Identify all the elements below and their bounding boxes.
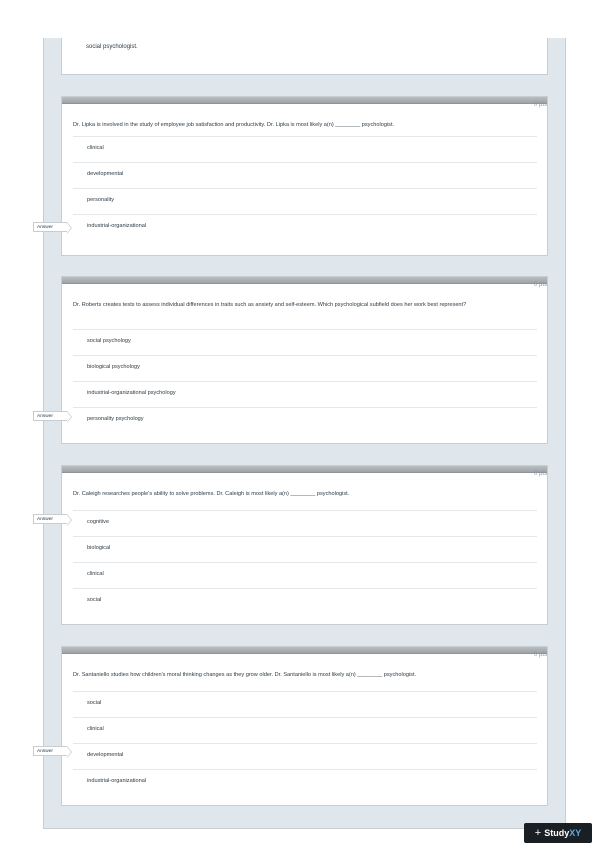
answer-option[interactable]	[73, 510, 537, 537]
answer-option[interactable]	[73, 188, 537, 215]
answer-option-label: personality psychology	[87, 416, 144, 422]
question-points: 0 pts	[533, 102, 547, 108]
answer-option-label: industrial-organizational psychology	[87, 390, 176, 396]
question-header	[62, 466, 547, 473]
answer-option[interactable]	[73, 407, 537, 434]
question-points: 0 pts	[533, 282, 547, 288]
brand-accent: XY	[569, 828, 582, 838]
question-header	[62, 277, 547, 284]
answer-option[interactable]	[73, 329, 537, 356]
answer-option-label: clinical	[87, 571, 104, 577]
correct-answer-marker: Answer	[33, 746, 67, 756]
answer-option[interactable]	[73, 381, 537, 408]
answer-option-label: clinical	[87, 726, 104, 732]
previous-question-card	[61, 38, 548, 75]
question-header	[62, 647, 547, 654]
answer-option-label: developmental	[87, 171, 124, 177]
answer-option-label: biological	[87, 545, 111, 551]
question-card-3	[61, 465, 548, 625]
correct-answer-marker: Answer	[33, 411, 67, 421]
question-text: Dr. Lipka is involved in the study of employee job satisfaction and productivity. Dr. Lipka is most likely a(n) ________ psychologist.	[73, 122, 395, 128]
correct-answer-marker: Answer	[33, 222, 67, 232]
question-card-1	[61, 96, 548, 256]
answer-option[interactable]	[73, 717, 537, 744]
answer-option[interactable]	[73, 562, 537, 589]
plus-icon: +	[534, 827, 542, 839]
answer-option-label: personality	[87, 197, 115, 203]
question-text: Dr. Caleigh researches people's ability to solve problems. Dr. Caleigh is most likely a(n) ________ psychologist.	[73, 491, 350, 497]
question-points: 0 pts	[533, 652, 547, 658]
answer-option[interactable]	[73, 588, 537, 615]
answer-option[interactable]	[73, 769, 537, 796]
answer-option[interactable]	[73, 162, 537, 189]
brand-name: Study	[544, 828, 570, 838]
answer-option[interactable]	[73, 214, 537, 241]
answer-option[interactable]	[73, 136, 537, 163]
answer-option-label: industrial-organizational	[87, 223, 147, 229]
studyxy-logo	[524, 823, 592, 843]
answer-option-label: social psychology	[87, 338, 131, 344]
answer-option-label: clinical	[87, 145, 104, 151]
answer-option[interactable]	[73, 743, 537, 770]
answer-option[interactable]	[73, 691, 537, 718]
question-points: 0 pts	[533, 471, 547, 477]
question-header	[62, 97, 547, 104]
answer-option-label: social	[87, 597, 102, 603]
previous-answer-fragment: social psychologist.	[86, 44, 138, 50]
answer-option-label: industrial-organizational	[87, 778, 147, 784]
answer-option-label: social	[87, 700, 102, 706]
answer-option[interactable]	[73, 536, 537, 563]
question-card-4	[61, 646, 548, 806]
answer-option-label: biological psychology	[87, 364, 140, 370]
answer-option-label: cognitive	[87, 519, 110, 525]
answer-option-label: developmental	[87, 752, 124, 758]
question-text: Dr. Roberts creates tests to assess individual differences in traits such as anxiety and self-esteem. Which psychological subfield does her work best represent?	[73, 302, 467, 308]
question-card-2	[61, 276, 548, 444]
answer-option[interactable]	[73, 355, 537, 382]
question-text: Dr. Santaniello studies how children's moral thinking changes as they grow older. Dr. Santaniello is most likely a(n) ________ psychologist.	[73, 672, 417, 678]
correct-answer-marker: Answer	[33, 514, 67, 524]
